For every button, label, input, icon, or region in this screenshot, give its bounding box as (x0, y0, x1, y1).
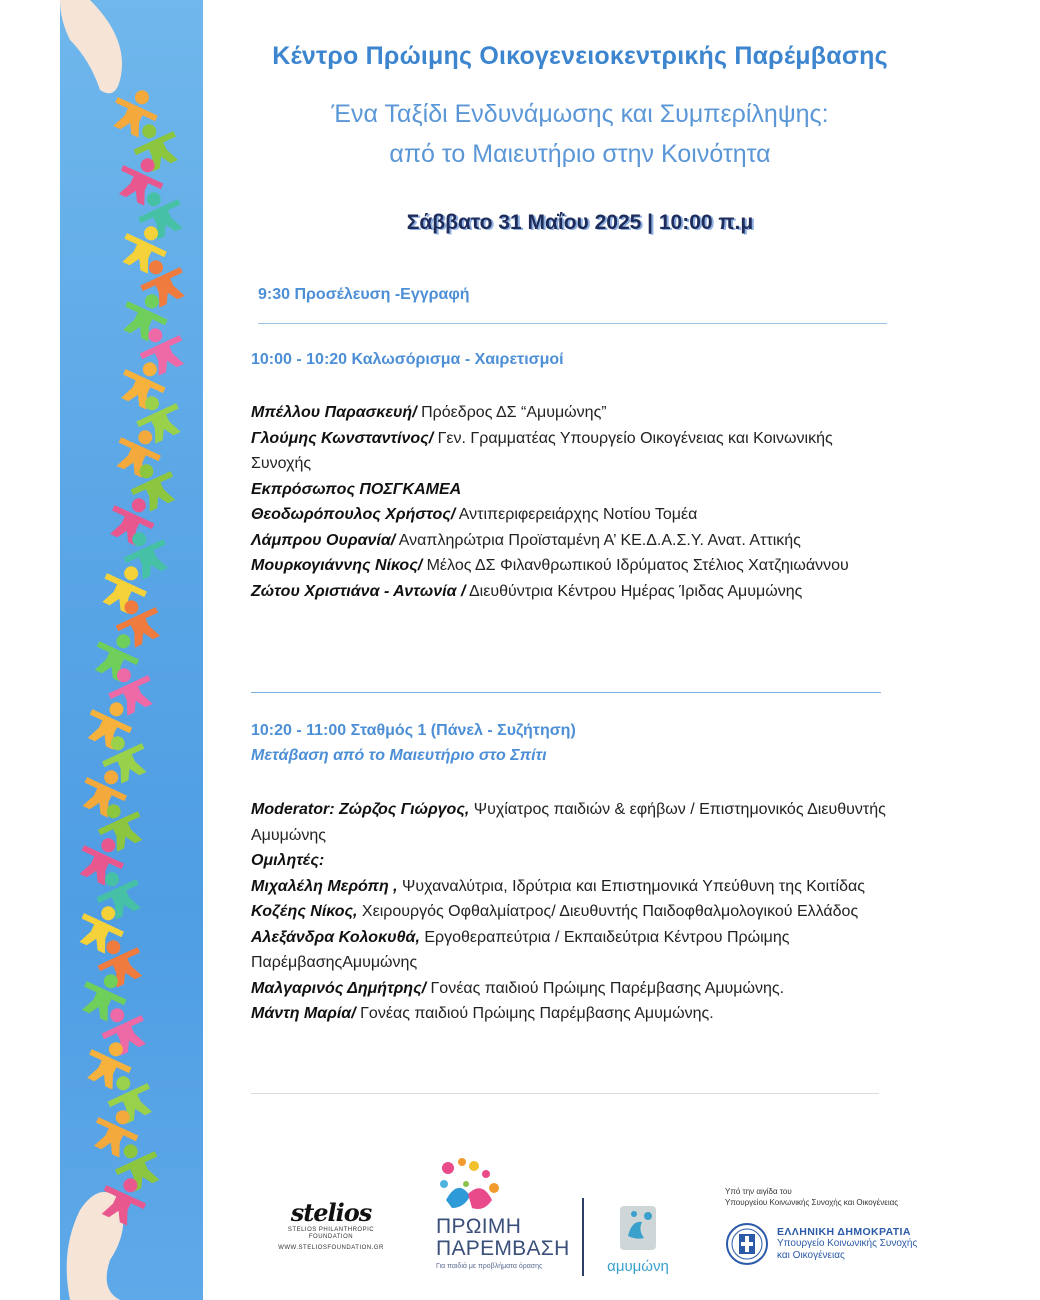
list-item: Λάμπρου Ουρανία/ Αναπληρώτρια Προϊσταμένη Α’ ΚΕ.Δ.Α.Σ.Υ. Ανατ. Αττικής (251, 531, 801, 549)
proimi-paremvasi-logo: ΠΡΩΙΜΗ ΠΑΡΕΜΒΑΣΗ Για παιδιά με προβλήματα όρασης (436, 1150, 586, 1270)
list-item: Γλούμης Κωνσταντίνος/ Γεν. Γραμματέας Υπουργείο Οικογένειας και Κοινωνικής Συνοχής (251, 429, 833, 472)
subtitle-line-1: Ένα Ταξίδι Ενδυνάμωσης και Συμπερίληψης: (331, 100, 829, 128)
list-item: Μουρκογιάννης Νίκος/ Μέλος ΔΣ Φιλανθρωπικού Ιδρύματος Στέλιος Χατζηιωάννου (251, 557, 849, 574)
hand-top-decoration (60, 0, 122, 93)
welcome-speakers-list (251, 400, 891, 604)
welcome-slot-title: 10:00 - 10:20 Καλωσόρισμα - Χαιρετισμοί (251, 351, 564, 368)
paper-child-figure (129, 388, 188, 447)
station1-speakers-list (251, 797, 891, 1027)
event-date: Σάββατο 31 Μαΐου 2025 | 10:00 π.μ (406, 211, 754, 234)
page-title: Κέντρο Πρώιμης Οικογενειοκεντρικής Παρέμβασης (272, 42, 888, 70)
section-divider (251, 692, 881, 693)
paper-child-figure (112, 150, 171, 209)
amymoni-figure-icon (614, 1200, 662, 1252)
amymoni-logo: αμυμώνη (598, 1200, 678, 1275)
list-item: Κοζέης Νίκος, Χειρουργός Οφθαλμίατρος/ Διευθυντής Παιδοφθαλμολογικού Ελλάδος (251, 903, 859, 920)
section-divider (251, 1093, 879, 1094)
list-item: Μιχαλέλη Μερόπη , Ψυχαναλύτρια, Ιδρύτρια και Επιστημονικά Υπεύθυνη της Κοιτίδας (251, 877, 865, 895)
sponsor-logos (240, 1150, 960, 1280)
list-item: Moderator: Ζώρζος Γιώργος, Ψυχίατρος παιδιών & εφήβων / Επιστημονικός Διευθυντής Αμυμώνης (251, 801, 886, 844)
station1-slot-subtitle: Μετάβαση από το Μαιευτήριο στο Σπίτι (251, 747, 547, 764)
list-item: Μπέλλου Παρασκευή/ Πρόεδρος ΔΣ “Αμυμώνης” (251, 404, 607, 421)
station1-slot-title: 10:20 - 11:00 Σταθμός 1 (Πάνελ - Συζήτηση) (251, 722, 576, 739)
greek-emblem-icon (725, 1222, 769, 1266)
list-item: Θεοδωρόπουλος Χρήστος/ Αντιπεριφερειάρχης Νοτίου Τομέα (251, 506, 698, 523)
ministry-auspices-logo: Υπό την αιγίδα του Υπουργείου Κοινωνικής Συνοχής και Οικογένειας ΕΛΛΗΝΙΚΗ ΔΗΜΟΚΡΑΤΙΑ Υπουργείο Κοινωνικής Συνοχής και Οικογένειας (725, 1186, 945, 1266)
hands-colorful-icon (436, 1156, 506, 1220)
list-item: Μάντη Μαρία/ Γονέας παιδιού Πρώιμης Παρέμβασης Αμυμώνης. (251, 1005, 714, 1022)
subtitle-line-2: από το Μαιευτήριο στην Κοινότητα (389, 140, 771, 168)
list-item: Ζώτου Χριστιάνα - Αντωνία / Διευθύντρια Κέντρου Ημέρας Ίριδας Αμυμώνης (251, 582, 803, 600)
list-item: Αλεξάνδρα Κολοκυθά, Εργοθεραπεύτρια / Εκπαιδεύτρια Κέντρου Πρώιμης ΠαρέμβασηςΑμυμώνης (251, 928, 790, 971)
list-item: Ομιλητές: (251, 852, 325, 869)
paper-children-chain-illustration (60, 0, 203, 1300)
paper-child-figure (95, 728, 154, 787)
paper-child-figure (91, 796, 150, 855)
list-item: Εκπρόσωπος ΠΟΣΓΚΑΜΕΑ (251, 480, 462, 498)
decorative-side-strip (60, 0, 203, 1300)
stelios-foundation-logo: stelios STELIOS PHILANTHROPIC FOUNDATION WWW.STELIOSFOUNDATION.GR (278, 1198, 384, 1251)
arrival-slot: 9:30 Προσέλευση -Εγγραφή (258, 286, 470, 303)
section-divider (258, 323, 887, 324)
logo-divider (582, 1198, 584, 1276)
list-item: Μαλγαρινός Δημήτρης/ Γονέας παιδιού Πρώιμης Παρέμβασης Αμυμώνης. (251, 979, 785, 997)
event-subtitle (210, 94, 950, 174)
